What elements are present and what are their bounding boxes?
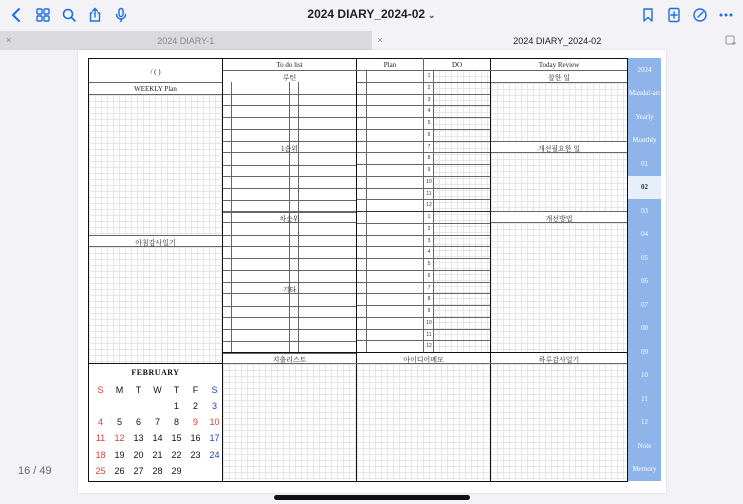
- todo-row-line: [223, 317, 356, 318]
- todo-row-line: [223, 341, 356, 342]
- calendar-day[interactable]: 26: [114, 465, 125, 476]
- side-tab-memory[interactable]: Memory: [632, 465, 657, 474]
- calendar-weekday: T: [173, 385, 180, 395]
- hour-row-line: [357, 141, 490, 142]
- hour-row-line: [357, 211, 490, 212]
- review-method-label: 개선방법: [545, 215, 573, 223]
- ideas-label: 아이디어메모: [403, 356, 444, 364]
- calendar-day[interactable]: 29: [171, 465, 182, 476]
- calendar-day[interactable]: 23: [190, 449, 201, 460]
- hour-number: 7: [427, 143, 431, 150]
- home-indicator: [274, 495, 470, 500]
- todo-row-line: [223, 235, 356, 236]
- hour-row-line: [357, 258, 490, 259]
- calendar-weekday: F: [192, 385, 199, 395]
- tab-diary-1[interactable]: [0, 31, 372, 50]
- calendar-day[interactable]: 13: [133, 433, 144, 444]
- hour-number: 1: [427, 73, 431, 79]
- review-header: Today Review: [538, 61, 580, 69]
- calendar-day[interactable]: 28: [152, 465, 163, 476]
- side-tab-06[interactable]: 06: [641, 277, 648, 286]
- side-tab-yearly[interactable]: Yearly: [635, 112, 654, 121]
- todo-row-line: [223, 246, 356, 247]
- todo-row-line: [223, 165, 356, 166]
- calendar-day[interactable]: 8: [173, 417, 179, 428]
- close-icon[interactable]: ×: [377, 35, 383, 45]
- side-tab-09[interactable]: 09: [641, 347, 648, 356]
- add-page-icon[interactable]: [663, 4, 685, 26]
- tab-label: 2024 DIARY-1: [157, 35, 215, 46]
- hour-number: 7: [427, 284, 431, 291]
- side-tab-05[interactable]: 05: [641, 253, 648, 262]
- hour-number: 10: [426, 178, 432, 185]
- side-tab-12[interactable]: 12: [641, 418, 648, 427]
- row-divider: [491, 141, 627, 142]
- hour-number: 6: [427, 131, 431, 138]
- hour-row-line: [357, 188, 490, 189]
- side-tab-11[interactable]: 11: [641, 394, 648, 403]
- review-good-label: 잘한 일: [547, 74, 571, 82]
- plan-header: Plan: [383, 61, 397, 69]
- row-divider: [89, 235, 222, 236]
- hour-number: 8: [427, 155, 431, 162]
- hour-row-line: [357, 117, 490, 118]
- hour-row-line: [357, 223, 490, 224]
- calendar-day[interactable]: 3: [211, 401, 217, 411]
- calendar-day[interactable]: 1: [173, 401, 179, 411]
- calendar-weekday: S: [211, 385, 218, 395]
- calendar-day[interactable]: 7: [154, 417, 160, 428]
- section-first-priority: 1순위: [280, 145, 299, 153]
- calendar-day[interactable]: 9: [192, 417, 198, 428]
- side-tab-10[interactable]: 10: [641, 371, 648, 380]
- todo-row-line: [223, 188, 356, 189]
- todo-row-line: [223, 200, 356, 201]
- todo-row-line: [223, 94, 356, 95]
- calendar-weekday: M: [115, 385, 124, 395]
- hour-row-line: [357, 82, 490, 83]
- hour-row-line: [357, 340, 490, 341]
- row-divider: [89, 82, 222, 83]
- section-other: 기타: [282, 286, 297, 294]
- document-title[interactable]: [0, 7, 743, 21]
- hour-number: 6: [427, 272, 431, 279]
- row-divider: [89, 94, 222, 95]
- calendar-month: FEBRUARY: [131, 368, 180, 377]
- hour-number: 8: [427, 296, 431, 303]
- close-icon[interactable]: ×: [6, 35, 12, 45]
- todo-row-line: [223, 105, 356, 106]
- hour-row-line: [357, 152, 490, 153]
- hour-row-line: [357, 329, 490, 330]
- calendar-day[interactable]: 18: [95, 449, 106, 460]
- markup-icon[interactable]: [689, 4, 711, 26]
- calendar-day[interactable]: 5: [116, 417, 122, 428]
- todo-row-line: [223, 117, 356, 118]
- hour-number: 12: [426, 343, 432, 350]
- side-tab-note[interactable]: Note: [637, 441, 652, 450]
- chevron-down-icon: ⌄: [428, 10, 436, 20]
- calendar-day[interactable]: 10: [209, 417, 220, 428]
- hour-row-line: [357, 94, 490, 95]
- calendar-day[interactable]: 16: [190, 433, 201, 444]
- hour-row-line: [357, 246, 490, 247]
- hour-number: 2: [427, 225, 431, 232]
- tab-label: 2024 DIARY_2024-02: [513, 35, 602, 46]
- mini-calendar: [89, 364, 222, 480]
- todo-header: To do list: [276, 61, 303, 69]
- calendar-day[interactable]: 27: [133, 465, 144, 476]
- todo-row-line: [223, 141, 356, 142]
- hour-row-line: [357, 164, 490, 165]
- bookmark-icon[interactable]: [637, 4, 659, 26]
- calendar-day[interactable]: 19: [114, 449, 125, 460]
- calendar-day[interactable]: 6: [135, 417, 141, 428]
- page-counter: 16 / 49: [18, 465, 52, 477]
- todo-row-line: [223, 270, 356, 271]
- new-window-icon[interactable]: [725, 34, 737, 46]
- hour-number: 9: [427, 308, 431, 314]
- calendar-day[interactable]: 24: [209, 449, 220, 460]
- section-routine: 루틴: [282, 74, 297, 82]
- row-divider: [491, 211, 627, 212]
- tab-bar: [0, 31, 743, 50]
- evening-gratitude-label: 하루감사일기: [538, 356, 580, 364]
- weekly-plan-label: WEEKLY Plan: [134, 85, 177, 93]
- hour-number: 4: [427, 108, 431, 115]
- todo-row-line: [223, 176, 356, 177]
- todo-row-line: [223, 129, 356, 130]
- hour-number: 1: [427, 214, 431, 220]
- hour-row-line: [357, 199, 490, 200]
- side-tab-2024[interactable]: 2024: [637, 65, 652, 74]
- calendar-day[interactable]: 25: [95, 465, 106, 476]
- side-tab-03[interactable]: 03: [641, 206, 648, 215]
- side-tab-08[interactable]: 08: [641, 324, 648, 333]
- hour-number: 9: [427, 167, 431, 173]
- hour-number: 5: [427, 261, 431, 267]
- col-divider: [490, 58, 491, 482]
- calendar-day[interactable]: 21: [152, 449, 163, 460]
- calendar-day[interactable]: 17: [209, 433, 220, 444]
- toolbar-right-group: [637, 4, 737, 26]
- hour-row-line: [357, 270, 490, 271]
- calendar-day[interactable]: 12: [114, 433, 125, 444]
- hour-number: 2: [427, 84, 431, 91]
- section-next-priority: 차순위: [279, 215, 300, 223]
- date-slot[interactable]: / ( ): [150, 68, 161, 76]
- side-tab-04[interactable]: 04: [641, 230, 648, 239]
- calendar-day[interactable]: 11: [95, 433, 106, 444]
- more-icon[interactable]: [715, 4, 737, 26]
- calendar-weekday: T: [135, 385, 142, 395]
- todo-row-line: [223, 353, 356, 354]
- tab-diary-2024-02[interactable]: [372, 31, 743, 50]
- hour-row-line: [357, 176, 490, 177]
- hour-number: 5: [427, 120, 431, 126]
- hour-number: 11: [426, 190, 432, 197]
- hour-row-line: [357, 282, 490, 283]
- calendar-weekday: W: [153, 385, 162, 395]
- todo-row-line: [223, 212, 356, 213]
- document-title-text: 2024 DIARY_2024-02: [307, 7, 426, 21]
- side-tab-02[interactable]: 02: [628, 176, 661, 200]
- todo-row-line: [223, 258, 356, 259]
- calendar-day[interactable]: 2: [192, 401, 198, 411]
- todo-row-line: [223, 329, 356, 330]
- hour-row-line: [357, 105, 490, 106]
- top-toolbar: [0, 0, 743, 30]
- calendar-day[interactable]: 22: [171, 449, 182, 460]
- hour-row-line: [357, 235, 490, 236]
- hour-number: 4: [427, 249, 431, 256]
- calendar-day[interactable]: 20: [133, 449, 144, 460]
- calendar-day[interactable]: 15: [171, 433, 182, 444]
- hour-number: 11: [426, 331, 432, 338]
- calendar-day[interactable]: 4: [97, 417, 103, 428]
- hour-number: 10: [426, 319, 432, 326]
- hour-number: 3: [427, 96, 431, 103]
- do-header: DO: [451, 61, 463, 69]
- calendar-day[interactable]: 14: [152, 433, 163, 444]
- row-divider: [223, 70, 627, 71]
- todo-row-line: [223, 306, 356, 307]
- review-improve-label: 개선필요한 일: [537, 145, 581, 153]
- hour-row-line: [357, 305, 490, 306]
- side-tab-01[interactable]: 01: [641, 159, 648, 168]
- calendar-weekday: S: [97, 385, 104, 395]
- todo-row-line: [223, 282, 356, 283]
- morning-gratitude-label: 아침감사일기: [135, 239, 176, 247]
- hour-number: 12: [426, 202, 432, 209]
- side-tab-monthly[interactable]: Monthly: [632, 136, 657, 145]
- side-index-tabs: [628, 58, 661, 481]
- side-tab-07[interactable]: 07: [641, 300, 648, 309]
- hour-row-line: [357, 129, 490, 130]
- side-tab-mandal-art[interactable]: Mandal-art: [628, 89, 661, 98]
- expense-label: 지출리스트: [272, 356, 307, 364]
- hour-row-line: [357, 293, 490, 294]
- hour-row-line: [357, 317, 490, 318]
- hour-number: 3: [427, 237, 431, 244]
